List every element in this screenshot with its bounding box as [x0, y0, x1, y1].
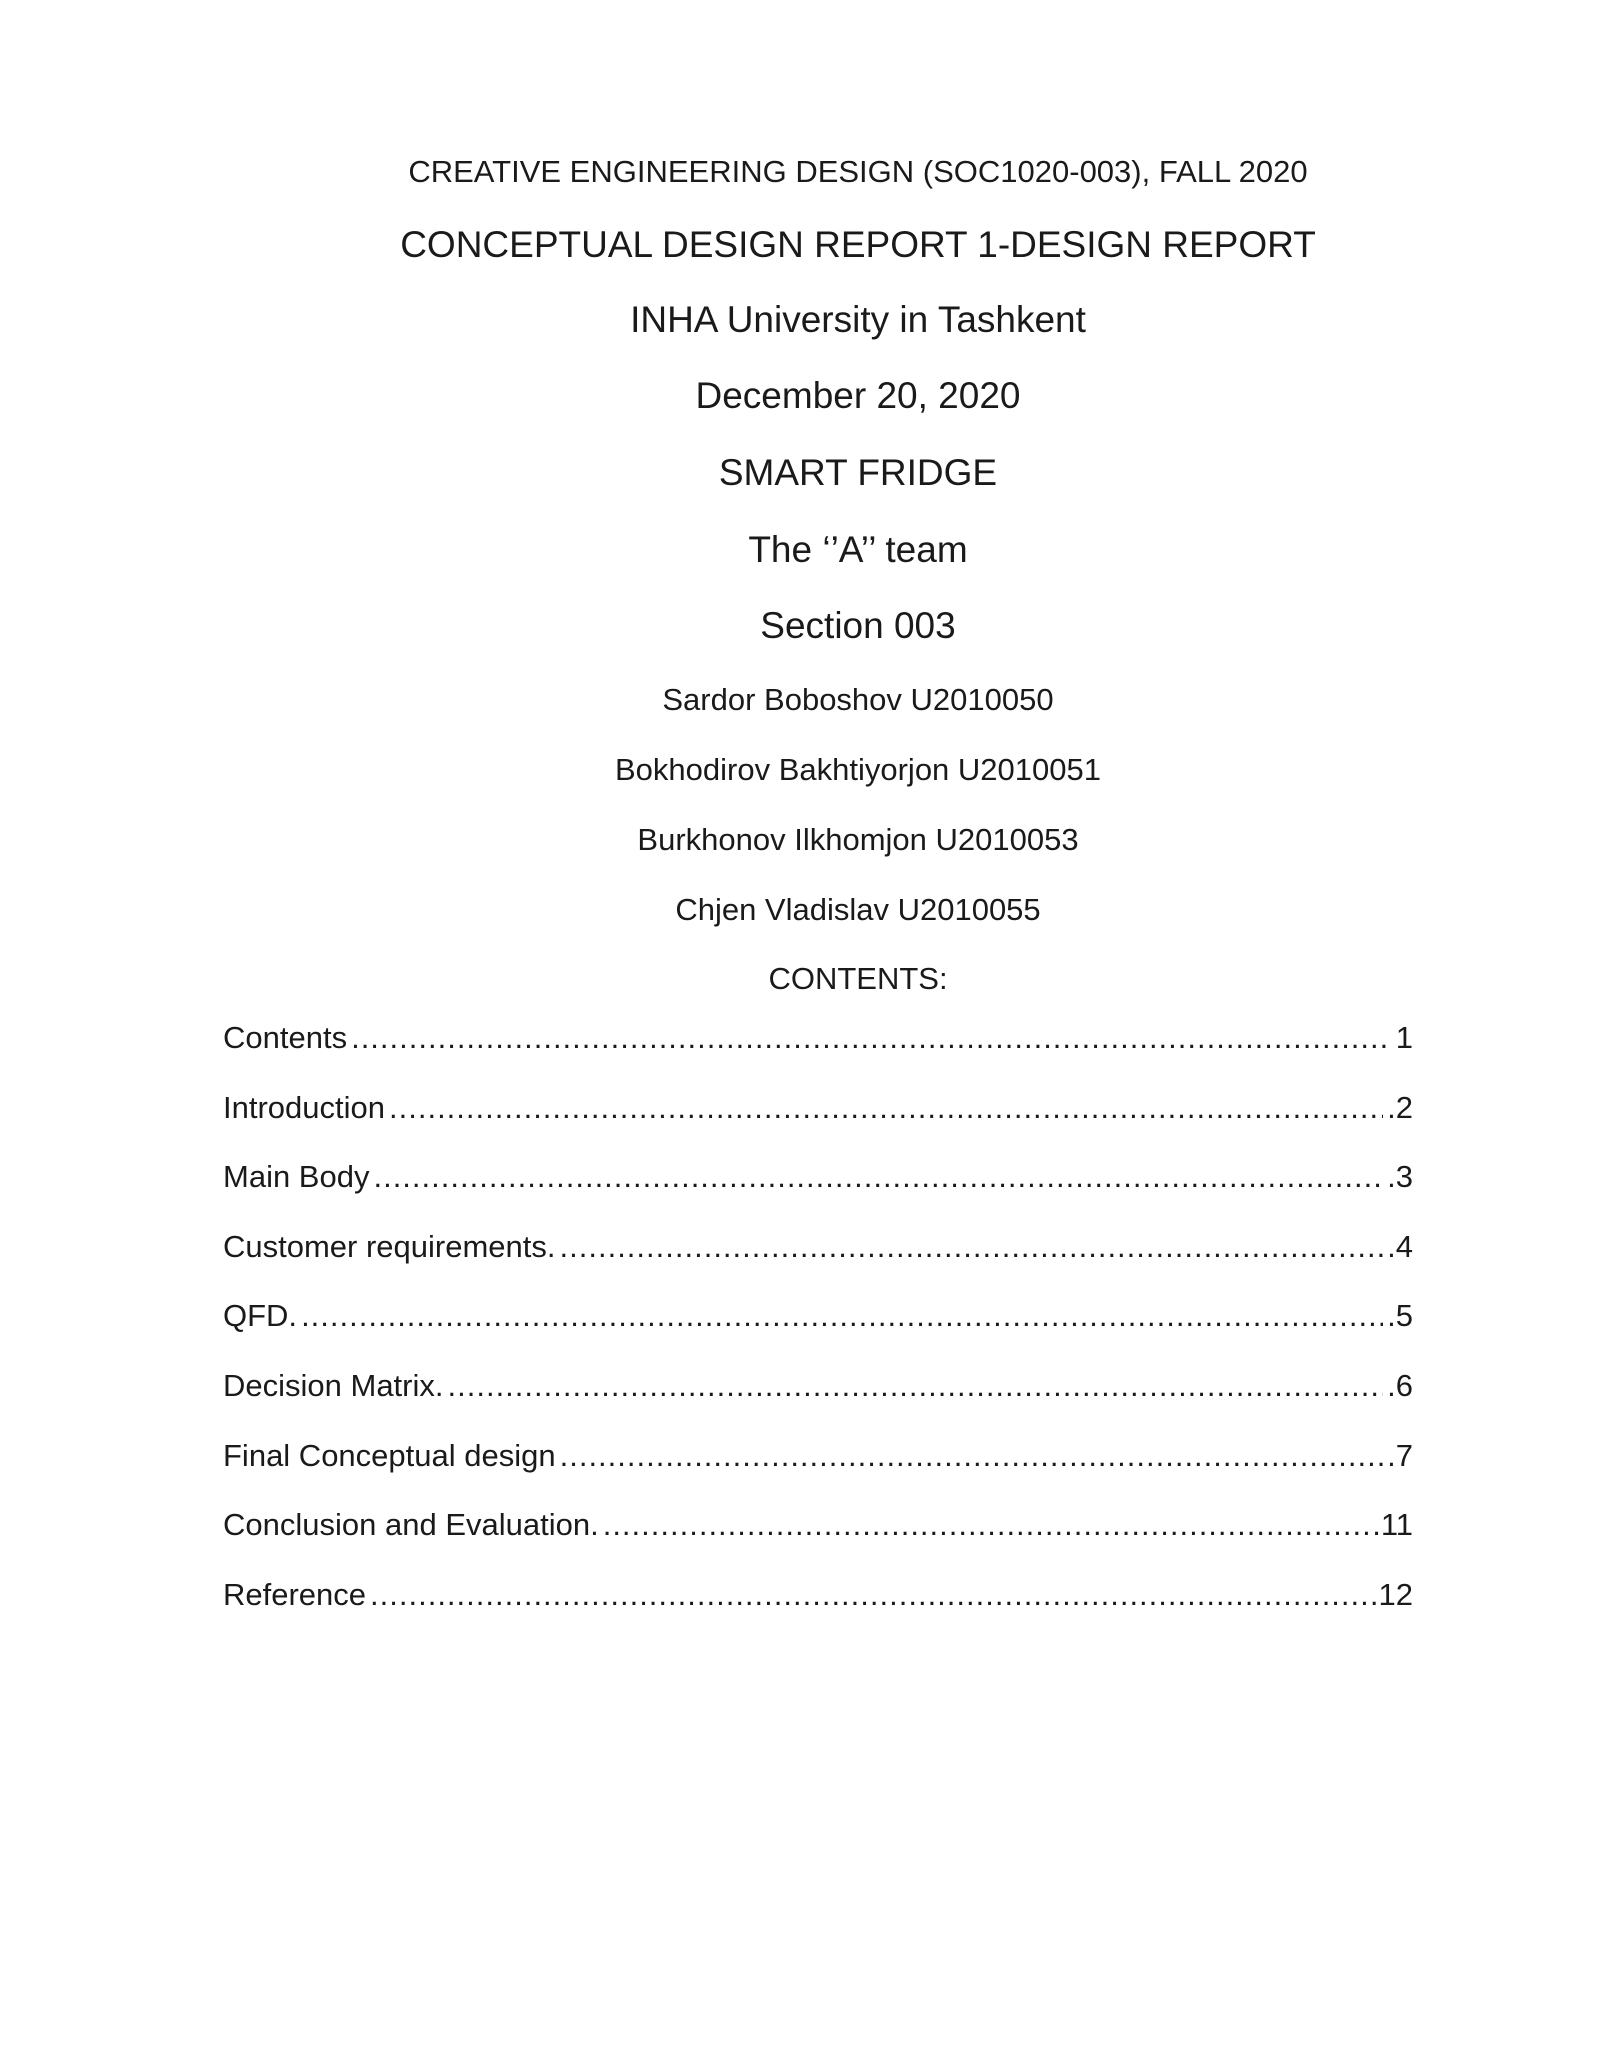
- toc-entry-page: 1: [1395, 1020, 1413, 1055]
- team-name: The ‘’A’’ team: [748, 529, 968, 570]
- toc-dot-leader: [373, 1161, 1383, 1192]
- toc-entry-page: .12: [1369, 1576, 1413, 1612]
- toc-entry-page: .7: [1387, 1437, 1413, 1473]
- toc-entry-label: Decision Matrix.: [223, 1367, 444, 1403]
- toc-entry: [223, 1300, 1413, 1370]
- toc-entry: [223, 1576, 1413, 1649]
- toc-dot-leader: [560, 1231, 1384, 1262]
- toc-entry-label: QFD.: [223, 1298, 298, 1334]
- toc-entry: [223, 1161, 1413, 1231]
- report-date: December 20, 2020: [695, 375, 1021, 416]
- toc-entry-page: .6: [1387, 1367, 1413, 1403]
- section-number: Section 003: [760, 605, 956, 646]
- toc-entry-label: Contents: [223, 1020, 348, 1055]
- university-name: INHA University in Tashkent: [630, 299, 1086, 340]
- team-member: Bokhodirov Bakhtiyorjon U2010051: [615, 752, 1101, 787]
- team-member: Sardor Boboshov U2010050: [662, 682, 1054, 717]
- project-name: SMART FRIDGE: [718, 452, 998, 493]
- team-member: Chjen Vladislav U2010055: [675, 892, 1041, 927]
- toc-entry-page: .5: [1387, 1298, 1413, 1334]
- toc-entry: [223, 1367, 1413, 1440]
- toc-dot-leader: [351, 1022, 1392, 1053]
- table-of-contents: [223, 1022, 1413, 1648]
- toc-entry-label: Customer requirements.: [223, 1228, 556, 1264]
- toc-entry: [223, 1437, 1413, 1510]
- toc-entry: [223, 1089, 1413, 1162]
- toc-entry-page: .11: [1372, 1507, 1413, 1543]
- toc-entry: [223, 1022, 1413, 1092]
- toc-entry-label: Final Conceptual design: [223, 1437, 556, 1473]
- toc-entry-page: .2: [1387, 1089, 1413, 1125]
- contents-heading: CONTENTS:: [768, 961, 948, 996]
- toc-dot-leader: [560, 1440, 1384, 1471]
- toc-entry-page: .3: [1387, 1159, 1413, 1195]
- report-title: CONCEPTUAL DESIGN REPORT 1-DESIGN REPORT: [400, 224, 1316, 265]
- toc-dot-leader: [448, 1370, 1384, 1401]
- toc-entry-label: Main Body: [223, 1159, 370, 1195]
- toc-entry-page: .4: [1387, 1228, 1413, 1264]
- toc-dot-leader: [301, 1300, 1383, 1331]
- toc-entry: [223, 1509, 1413, 1579]
- toc-dot-leader: [370, 1579, 1366, 1610]
- team-member: Burkhonov Ilkhomjon U2010053: [637, 822, 1079, 857]
- toc-dot-leader: [603, 1509, 1369, 1540]
- toc-entry-label: Reference: [223, 1576, 367, 1612]
- toc-entry: [223, 1228, 1413, 1301]
- toc-dot-leader: [389, 1092, 1383, 1123]
- course-title: CREATIVE ENGINEERING DESIGN (SOC1020-003), FALL 2020: [408, 154, 1308, 189]
- toc-entry-label: Introduction: [223, 1089, 385, 1125]
- toc-entry-label: Conclusion and Evaluation.: [223, 1507, 599, 1543]
